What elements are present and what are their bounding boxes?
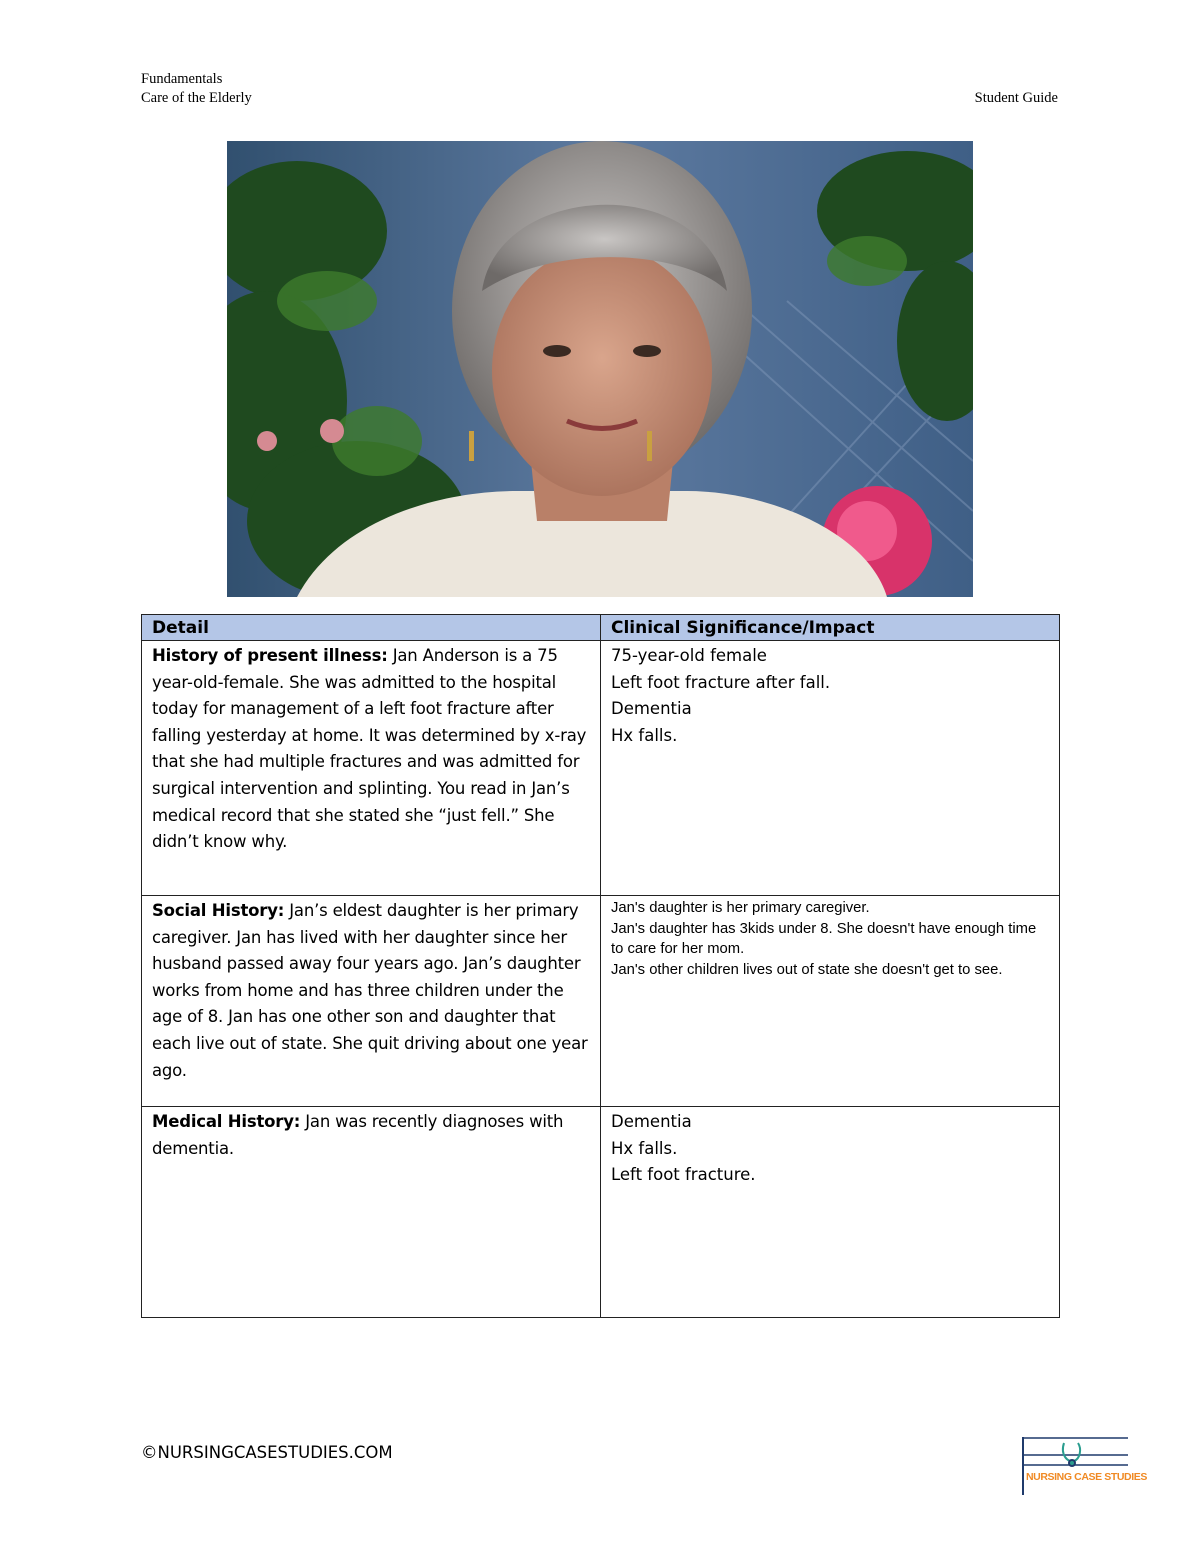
significance-item: Dementia	[611, 1112, 692, 1131]
significance-item: 75-year-old female	[611, 646, 767, 665]
nursing-case-studies-logo	[1022, 1435, 1147, 1497]
course-title: Fundamentals	[141, 71, 223, 87]
significance-item: Left foot fracture after fall.	[611, 672, 831, 692]
significance-item: Hx falls.	[611, 725, 678, 745]
detail-text: Jan Anderson is a 75 year-old-female. She was admitted to the hospital today for management of a left foot fracture after falling yesterday at home. It was determined by x-ray that she had multiple fractures and was admitted for surgical intervention and splinting. You read in Jan’s medical record that she stated she “just fell.” She didn’t know why.	[152, 646, 587, 852]
significance-item: Jan's daughter has 3kids under 8. She doesn't have enough time to care for her mom.	[611, 920, 1037, 957]
detail-label: Social History:	[152, 901, 285, 920]
significance-item: Jan's daughter is her primary caregiver.	[611, 900, 870, 916]
copyright-footer: ©NURSINGCASESTUDIES.COM	[141, 1443, 393, 1462]
stethoscope-icon	[1022, 1435, 1130, 1497]
significance-item: Jan's other children lives out of state she doesn't get to see.	[611, 961, 1003, 978]
table-row	[142, 1107, 1060, 1318]
elderly-woman-portrait-icon	[227, 141, 973, 597]
document-header	[141, 70, 252, 108]
detail-cell	[142, 1107, 601, 1318]
table-row	[142, 641, 1060, 896]
significance-cell	[601, 896, 1060, 1107]
detail-text: Jan was recently diagnoses with dementia.	[152, 1112, 564, 1158]
detail-column-header: Detail	[142, 615, 601, 641]
detail-cell	[142, 641, 601, 896]
patient-photo	[227, 141, 973, 597]
table-header-row	[142, 615, 1060, 641]
logo-text: NURSING CASE STUDIES	[1026, 1471, 1147, 1483]
detail-label: History of present illness:	[152, 646, 388, 665]
significance-cell	[601, 641, 1060, 896]
table-row	[142, 896, 1060, 1107]
guide-type: Student Guide	[974, 90, 1058, 106]
significance-item: Hx falls.	[611, 1138, 678, 1158]
significance-cell	[601, 1107, 1060, 1318]
module-title: Care of the Elderly	[141, 90, 252, 106]
detail-cell	[142, 896, 601, 1107]
detail-text: Jan’s eldest daughter is her primary caregiver. Jan has lived with her daughter since her husband passed away four years ago. Jan’s daughter works from home and has three children under the age of 8. Jan has one other son and daughter that each live out of state. She quit driving about one year ago.	[152, 901, 588, 1080]
significance-item: Dementia	[611, 699, 692, 719]
significance-column-header: Clinical Significance/Impact	[601, 615, 1060, 641]
case-study-table	[141, 614, 1060, 1318]
detail-label: Medical History:	[152, 1112, 301, 1131]
significance-item: Left foot fracture.	[611, 1165, 756, 1185]
